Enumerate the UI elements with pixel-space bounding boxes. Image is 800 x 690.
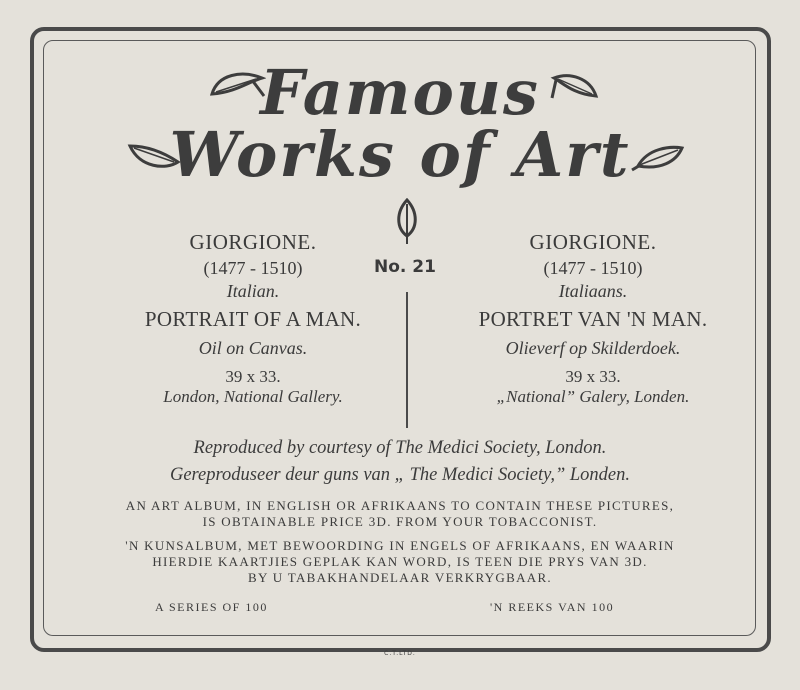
english-column <box>103 230 403 407</box>
title-line-2: Works of Art <box>169 118 631 191</box>
artist-name: GIORGIONE. <box>529 230 657 254</box>
courtesy-english: Reproduced by courtesy of The Medici Society, London. <box>193 438 607 458</box>
album-english-line-1: AN ART ALBUM, IN ENGLISH OR AFRIKAANS TO CONTAIN THESE PICTURES, <box>125 498 675 513</box>
work-size: 39 x 33. <box>225 367 281 386</box>
artist-dates: (1477 - 1510) <box>543 258 643 278</box>
work-size: 39 x 33. <box>565 367 621 386</box>
work-medium: Olieverf op Skilderdoek. <box>505 338 681 358</box>
album-english-line-2: IS OBTAINABLE PRICE 3D. FROM YOUR TOBACCONIST. <box>202 514 598 529</box>
title-line-1: Famous <box>260 56 540 129</box>
series-afrikaans: 'N REEKS VAN 100 <box>490 600 615 614</box>
album-afrikaans-line-3: BY U TABAKHANDELAAR VERKRYGBAAR. <box>248 570 552 585</box>
work-location: „National” Galery, Londen. <box>496 387 690 406</box>
work-medium: Oil on Canvas. <box>198 338 308 358</box>
card-number: No. 21 <box>374 257 436 277</box>
column-divider <box>406 292 408 428</box>
series-english: A SERIES OF 100 <box>155 600 268 614</box>
album-afrikaans-line-1: 'N KUNSALBUM, MET BEWOORDING IN ENGELS OF AFRIKAANS, EN WAARIN <box>125 538 675 553</box>
artist-nationality: Italiaans. <box>558 281 628 301</box>
artist-nationality: Italian. <box>226 281 280 301</box>
printer-mark: C.T.LTD. <box>384 650 416 657</box>
work-title: PORTRAIT OF A MAN. <box>144 307 362 331</box>
work-location: London, National Gallery. <box>163 387 343 406</box>
work-title: PORTRET VAN 'N MAN. <box>478 307 708 331</box>
album-afrikaans-line-2: HIERDIE KAARTJIES GEPLAK KAN WORD, IS TEEN DIE PRYS VAN 3D. <box>152 554 648 569</box>
artist-dates: (1477 - 1510) <box>203 258 303 278</box>
courtesy-afrikaans: Gereproduseer deur guns van „ The Medici Society,” Londen. <box>169 465 631 485</box>
artist-name: GIORGIONE. <box>189 230 317 254</box>
afrikaans-column <box>443 230 743 407</box>
